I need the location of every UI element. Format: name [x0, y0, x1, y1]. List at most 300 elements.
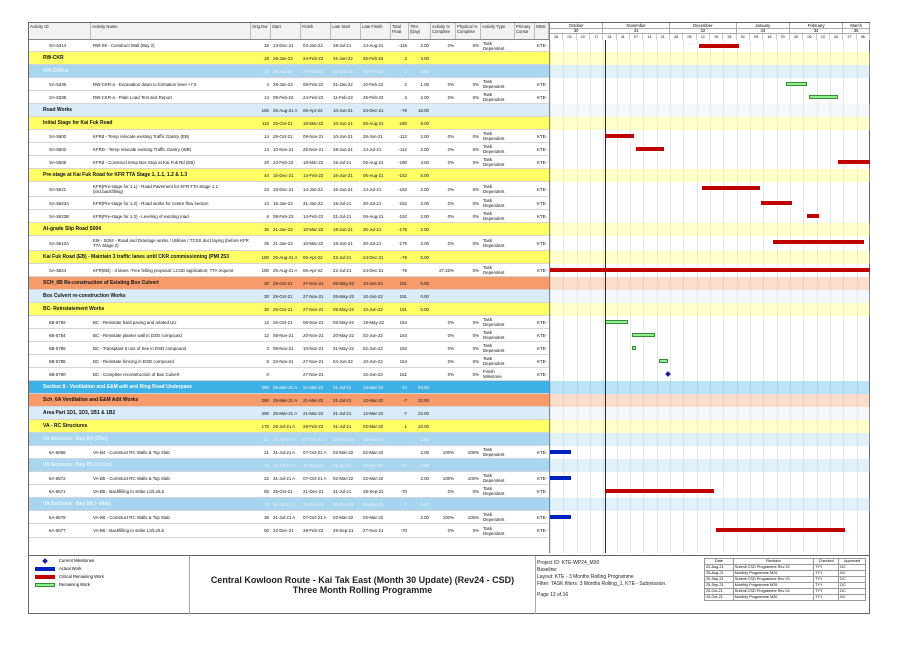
- cell-lf: 02-Mar-22: [363, 423, 384, 429]
- cell-finish: 27-Nov-21: [303, 280, 324, 286]
- cell-ls: 05-May-22: [333, 293, 354, 299]
- cell-pc: 0%: [472, 488, 479, 494]
- cell-lf: 06-Aug-21: [363, 159, 384, 165]
- wbs-band-row[interactable]: [29, 169, 549, 182]
- wbs-band-row[interactable]: [29, 52, 549, 65]
- cell-tf: 2: [404, 94, 407, 100]
- column-header-late-finish[interactable]: Late Finish: [361, 23, 391, 39]
- cell-start: 31-Jul-21 A: [273, 436, 296, 442]
- column-header-activity-complete[interactable]: Activity % Complete: [431, 23, 456, 39]
- cell-start: 08-Feb-22: [273, 213, 294, 219]
- cell-start: 25-Oct-21: [273, 120, 293, 126]
- timeline-day: 03: [563, 34, 576, 40]
- cell-id: SA-5523B: [49, 213, 70, 219]
- wbs-band-row[interactable]: [29, 498, 549, 511]
- cell-dur: 3: [266, 345, 269, 351]
- activity-row[interactable]: [29, 156, 549, 169]
- gantt-band: [550, 251, 870, 264]
- gantt-band: [550, 407, 870, 420]
- cell-ac: 0%: [447, 345, 454, 351]
- cell-type: Task Dependent: [483, 157, 505, 167]
- cell-type: [481, 498, 515, 510]
- cell-tf: 154: [399, 332, 407, 338]
- critical-work-bar[interactable]: [838, 160, 870, 164]
- timeline-month: December: [670, 23, 737, 29]
- cell-wbs: [535, 407, 549, 419]
- cell-wbs: KTE-: [537, 528, 548, 533]
- remaining-work-bar[interactable]: [786, 82, 807, 86]
- gantt-chart: [549, 23, 870, 553]
- cell-finish: 21-Mar-22: [303, 397, 324, 403]
- activity-row[interactable]: [29, 485, 549, 498]
- activity-row[interactable]: [29, 472, 549, 485]
- cell-tf: -78: [400, 254, 407, 260]
- cell-tf: 2: [404, 68, 407, 74]
- cell-type: [481, 251, 515, 263]
- timeline-month: February: [790, 23, 843, 29]
- cell-tf: -179: [398, 240, 407, 246]
- cell-ac: 0%: [447, 159, 454, 165]
- activity-row[interactable]: [29, 446, 549, 459]
- wbs-band-row[interactable]: [29, 394, 549, 407]
- cell-id: 6A-6572: [49, 475, 66, 481]
- critical-work-bar[interactable]: [636, 147, 665, 151]
- wbs-band-row[interactable]: [29, 420, 549, 433]
- cell-start: 28-Jan-22: [273, 55, 293, 61]
- cell-tf: 2: [404, 55, 407, 61]
- cell-finish: 28-Sep-21: [303, 462, 324, 468]
- cell-tra: 2.00: [420, 200, 429, 206]
- cell-wbs: KTE-: [537, 213, 548, 219]
- cell-name: VA-B6 - Construct RC Walls & Top Slab: [93, 514, 170, 520]
- column-header-primary-constr[interactable]: Primary Constr: [515, 23, 535, 39]
- cell-dur: 6: [266, 213, 269, 219]
- critical-work-bar[interactable]: [702, 186, 759, 190]
- activity-row[interactable]: [29, 329, 549, 342]
- critical-work-bar[interactable]: [716, 528, 846, 532]
- cell-pc: 0%: [472, 200, 479, 206]
- cell-ac: 0%: [447, 81, 454, 87]
- cell-ls: 31-Jul-21: [333, 488, 352, 494]
- cell-type: Task Dependent: [483, 447, 505, 457]
- cell-pc: [456, 394, 481, 406]
- cell-wbs: KTE-: [537, 81, 548, 87]
- critical-work-bar[interactable]: [699, 44, 739, 48]
- cell-tra: 22.00: [418, 410, 429, 416]
- cell-pc: [456, 223, 481, 235]
- critical-work-bar[interactable]: [605, 134, 634, 138]
- cell-ac: 0%: [447, 319, 454, 325]
- cell-ls: 02-Mar-22: [333, 475, 354, 481]
- critical-work-bar[interactable]: [761, 201, 791, 205]
- timeline-day: 14: [643, 34, 656, 40]
- timeline-week-number: 33: [737, 28, 790, 34]
- cell-ac: [431, 251, 456, 263]
- cell-start: 31-Jul-21 A: [273, 449, 296, 455]
- cell-dur: 30: [264, 293, 269, 299]
- cell-ls: 28-Jul-21: [333, 43, 352, 48]
- cell-ac: [431, 52, 456, 64]
- cell-wbs: [535, 277, 549, 289]
- cell-ac: [431, 394, 456, 406]
- column-header-total-float[interactable]: Total Float: [391, 23, 409, 39]
- cell-ls: 22-Jul-21: [333, 267, 352, 273]
- cell-ac: 27.22%: [439, 267, 454, 273]
- cell-tf: -179: [398, 226, 407, 232]
- revision-cell: DC: [839, 595, 866, 601]
- timeline-day: 09: [750, 34, 763, 40]
- project-info: [537, 560, 702, 599]
- cell-wbs: [535, 381, 549, 393]
- activity-row[interactable]: [29, 143, 549, 156]
- wbs-band-row[interactable]: [29, 381, 549, 394]
- cell-type: [481, 459, 515, 471]
- cell-name: KFR(Pre-stage for 1.1) - Road Pavement for KFR TTA Stage 1.1 (incl.backfilling): [93, 184, 219, 194]
- wbs-band-row[interactable]: [29, 433, 549, 446]
- cell-type: Task Dependent: [483, 512, 505, 522]
- wbs-band-row[interactable]: [29, 65, 549, 78]
- cell-pc: [456, 433, 481, 445]
- cell-lf: 12-Mar-22: [363, 397, 384, 403]
- cell-tf: [391, 446, 409, 458]
- revision-cell: DC: [839, 577, 866, 583]
- cell-id: 6A-6566: [49, 449, 66, 455]
- cell-type: [481, 381, 515, 393]
- remaining-work-bar[interactable]: [632, 346, 636, 350]
- cell-name: BC - Transplant 5 nos of tree in DSD compound: [93, 345, 186, 351]
- cell-id: 6A-6578: [49, 514, 66, 520]
- cell-wbs: KTE-: [537, 358, 548, 364]
- revision-cell: DC: [839, 565, 866, 571]
- actual-work-bar[interactable]: [550, 450, 571, 454]
- gantt-band: [550, 394, 870, 407]
- revision-cell: DC: [839, 583, 866, 589]
- gantt-band: [550, 303, 870, 316]
- cell-wbs: KTE-: [537, 449, 548, 455]
- column-header-orig-dur[interactable]: Orig Dur: [251, 23, 271, 39]
- cell-dur: 290: [261, 410, 269, 416]
- timeline-day: 05: [683, 34, 696, 40]
- cell-pc: 0%: [472, 319, 479, 325]
- cell-dur: 44: [264, 172, 269, 178]
- column-header-tra-day-[interactable]: TRA (Day): [409, 23, 431, 39]
- cell-wbs: [535, 394, 549, 406]
- cell-start: 28-Jan-22: [273, 68, 293, 74]
- wbs-band-row[interactable]: [29, 223, 549, 236]
- cell-pc: 0%: [472, 159, 479, 165]
- timeline-day: 19: [710, 34, 723, 40]
- filter-text: Filter: TASK filters: 3 Months Rolling_1, KTE - Submission.: [537, 581, 667, 587]
- cell-dur: 14: [264, 146, 269, 152]
- cell-ac: 0%: [447, 371, 454, 377]
- cell-name: Sch_6A Ventilation and E&M Adit Works: [43, 396, 139, 403]
- cell-finish: 28-Feb-22: [303, 501, 324, 507]
- cell-finish: 18-Mar-22: [303, 159, 324, 165]
- cell-ac: 0%: [447, 528, 454, 533]
- column-header-physical-complete[interactable]: Physical % Complete: [456, 23, 481, 39]
- cell-lf: 14-Jul-21: [363, 146, 382, 152]
- cell-id: 6A-6577: [49, 528, 66, 533]
- cell-tf: 1: [404, 501, 407, 507]
- timeline-day: 26: [723, 34, 736, 40]
- revision-header: Date: [705, 559, 734, 565]
- column-header-start[interactable]: Start: [271, 23, 301, 39]
- activity-row[interactable]: [29, 511, 549, 524]
- cell-lf: 26-Jun-21: [363, 133, 383, 139]
- cell-start: 25-Mar-21 A: [273, 397, 298, 403]
- cell-start: 25-Aug-21 A: [273, 267, 298, 273]
- cell-type: Task Dependent: [483, 144, 505, 154]
- cell-start: 25-Mar-21 A: [273, 384, 298, 390]
- cell-name: KFR(EB) - 3 lanes -Tree felling proposal; LCSD application; TTA request: [93, 267, 234, 273]
- revision-cell: Monthly Programme M30: [733, 595, 813, 601]
- cell-finish: 25-Nov-21: [303, 146, 324, 152]
- cell-pc: 0%: [472, 133, 479, 139]
- cell-tf: 1: [404, 423, 407, 429]
- cell-ac: [431, 407, 456, 419]
- cell-wbs: KTE-: [537, 146, 548, 152]
- remaining-work-bar[interactable]: [809, 95, 838, 99]
- activity-row[interactable]: [29, 236, 549, 251]
- cell-name: RW-S9 - Construct Wall (Bay 2): [93, 43, 155, 48]
- critical-work-bar[interactable]: [550, 268, 870, 272]
- cell-pc: 100%: [467, 514, 479, 520]
- cell-type: Task Dependent: [483, 486, 505, 496]
- cell-lf: 24-Dec-21: [363, 267, 384, 273]
- cell-start: 25-Aug-21 A: [273, 254, 298, 260]
- cell-tra: 2.00: [420, 475, 429, 481]
- cell-wbs: [535, 65, 549, 77]
- activity-row[interactable]: [29, 524, 549, 538]
- cell-wbs: KTE-: [537, 159, 548, 165]
- cell-name: VA Sections - Bay B6 (~14m): [43, 500, 111, 507]
- cell-finish: 27-Nov-21: [303, 358, 324, 364]
- cell-finish: 27-Nov-21: [303, 293, 324, 299]
- wbs-band-row[interactable]: [29, 303, 549, 316]
- cell-ac: 100%: [442, 449, 454, 455]
- cell-ac: [431, 290, 456, 302]
- timeline-day: 30: [790, 34, 803, 40]
- wbs-band-row[interactable]: [29, 117, 549, 130]
- remaining-work-bar[interactable]: [632, 333, 655, 337]
- cell-ls: 31-Jan-22: [333, 55, 353, 61]
- remaining-work-bar[interactable]: [605, 320, 628, 324]
- cell-dur: 14: [264, 94, 269, 100]
- cell-tf: -112: [398, 146, 407, 152]
- cell-id: 6B-5786: [49, 345, 66, 351]
- cell-lf: 10-Jun-22: [363, 371, 383, 377]
- revision-cell: TYY: [814, 577, 839, 583]
- activity-row[interactable]: [29, 91, 549, 104]
- cell-ls: 10-Jun-21: [333, 107, 353, 113]
- activity-row[interactable]: [29, 78, 549, 91]
- cell-name: VA-B5 - Construct RC Walls & Top Slab: [93, 475, 170, 481]
- cell-lf: 02-Jun-22: [363, 332, 383, 338]
- cell-type: [481, 420, 515, 432]
- cell-lf: 02-Mar-22: [363, 436, 384, 442]
- cell-dur: 30: [264, 306, 269, 312]
- cell-lf: 06-Aug-21: [363, 213, 384, 219]
- cell-dur: 116: [262, 120, 269, 126]
- cell-dur: 6: [266, 358, 269, 364]
- critical-work-bar[interactable]: [605, 489, 714, 493]
- layout-name: Layout: KTE - 3 Months Rolling Programme: [537, 574, 634, 580]
- gantt-band: [550, 52, 870, 65]
- activity-row[interactable]: [29, 210, 549, 223]
- cell-tf: [391, 433, 409, 445]
- cell-start: 25-Oct-21: [273, 306, 293, 312]
- cell-id: SA-5506: [49, 159, 67, 165]
- cell-pc: 0%: [472, 146, 479, 152]
- cell-dur: 36: [264, 514, 269, 520]
- gantt-band: [550, 65, 870, 78]
- cell-type: [481, 169, 515, 181]
- cell-id: 6B-5782: [49, 319, 66, 325]
- cell-finish: 10-Nov-21: [303, 345, 324, 351]
- cell-wbs: [535, 52, 549, 64]
- cell-id: SA-5500: [49, 133, 67, 139]
- cell-name: BC - Reinstate planter wall in DSD compound: [93, 332, 182, 338]
- cell-pc: [456, 381, 481, 393]
- cell-finish: 14-Feb-22: [303, 213, 324, 219]
- cell-pc: [456, 303, 481, 315]
- cell-start: 08-Nov-21: [273, 345, 294, 351]
- cell-type: Task Dependent: [483, 198, 505, 208]
- cell-ac: [431, 433, 456, 445]
- column-header-activity-type[interactable]: Activity Type: [481, 23, 515, 39]
- cell-ac: [431, 117, 456, 129]
- cell-start: 21-Jan-22: [273, 240, 293, 246]
- cell-wbs: [535, 459, 549, 471]
- activity-row[interactable]: [29, 264, 549, 277]
- cell-ls: 18-Jun-21: [333, 240, 353, 246]
- cell-name: VA-B5 - Backfilling to strike L3/L4/L5: [93, 488, 164, 494]
- cell-tf: -70: [400, 488, 407, 494]
- wbs-band-row[interactable]: [29, 277, 549, 290]
- cell-pc: 0%: [472, 213, 479, 219]
- cell-tra: [409, 264, 431, 276]
- activity-row[interactable]: [29, 368, 549, 381]
- activity-row[interactable]: [29, 355, 549, 368]
- cell-dur: 180: [261, 267, 269, 273]
- cell-pc: [456, 52, 481, 64]
- revision-cell: 25-Aug-21: [705, 571, 734, 577]
- revision-cell: DC: [839, 589, 866, 595]
- wbs-band-row[interactable]: [29, 459, 549, 472]
- cell-dur: 16: [264, 43, 269, 48]
- column-header-late-start[interactable]: Late Start: [331, 23, 361, 39]
- cell-start: 15-Dec-21: [273, 172, 294, 178]
- cell-id: SA-5314: [49, 43, 67, 48]
- activity-row[interactable]: [29, 182, 549, 197]
- critical-work-bar[interactable]: [807, 214, 818, 218]
- wbs-band-row[interactable]: [29, 104, 549, 117]
- cell-type: [481, 223, 515, 235]
- cell-wbs: [535, 420, 549, 432]
- column-header-activity-name[interactable]: Activity Name: [91, 23, 251, 39]
- cell-tf: -7: [403, 397, 407, 403]
- actual-work-bar[interactable]: [550, 476, 571, 480]
- cell-wbs: [535, 433, 549, 445]
- activity-row[interactable]: [29, 316, 549, 329]
- cell-tra: 22.00: [418, 397, 429, 403]
- cell-lf: 02-Jun-22: [363, 345, 383, 351]
- activity-row[interactable]: [29, 197, 549, 210]
- cell-start: 15-Dec-21: [273, 186, 294, 192]
- cell-dur: 22: [264, 475, 269, 481]
- cell-pc: 100%: [467, 449, 479, 455]
- critical-work-bar[interactable]: [773, 240, 864, 244]
- cell-tf: 154: [399, 319, 407, 325]
- remaining-work-bar[interactable]: [659, 359, 669, 363]
- cell-start: 28-Jan-22: [273, 81, 293, 87]
- revision-cell: Submit CSD Programme Rev 23: [733, 577, 813, 583]
- cell-lf: 30-Jul-21: [363, 226, 382, 232]
- revision-cell: 20-Oct-21: [705, 589, 734, 595]
- cell-dur: 175: [261, 423, 269, 429]
- wbs-band-row[interactable]: [29, 407, 549, 420]
- cell-dur: 290: [261, 397, 269, 403]
- wbs-band-row[interactable]: [29, 251, 549, 264]
- column-header-finish[interactable]: Finish: [301, 23, 331, 39]
- cell-ac: [431, 169, 456, 181]
- activity-row[interactable]: [29, 342, 549, 355]
- activity-row[interactable]: [29, 130, 549, 143]
- activity-row[interactable]: [29, 40, 549, 52]
- cell-name: Kai Fuk Road (EB) - Maintain 3 traffic lanes until CKR commissioning (PMI 253: [43, 253, 229, 260]
- cell-name: BC - Complete reconstruction of Box Culvert: [93, 371, 180, 377]
- cell-tf: -180: [398, 159, 407, 165]
- cell-start: 25-Mar-21 A: [273, 410, 298, 416]
- column-header-activity-id[interactable]: Activity ID: [29, 23, 91, 39]
- timeline-day: 06: [803, 34, 816, 40]
- cell-dur: 50: [264, 488, 269, 494]
- cell-type: [481, 407, 515, 419]
- cell-tf: 154: [399, 358, 407, 364]
- timeline-day: 28: [670, 34, 683, 40]
- legend-label: Critical Remaining Work: [59, 574, 104, 579]
- column-header-wbs[interactable]: WBS: [535, 23, 549, 39]
- cell-ls: 22-Jul-21: [333, 254, 352, 260]
- timeline-day: 17: [590, 34, 603, 40]
- column-header: [29, 23, 549, 40]
- cell-lf: 26-Feb-22: [363, 55, 384, 61]
- cell-name: Area Part 1D1, 1D3, 1B1 & 1B2: [43, 409, 116, 416]
- gantt-band: [550, 498, 870, 511]
- legend-milestone: [35, 558, 94, 563]
- cell-pc: 0%: [472, 81, 479, 87]
- revision-table: [704, 558, 866, 601]
- cell-tf: -180: [398, 120, 407, 126]
- cell-lf: 28-Sep-21: [363, 488, 384, 494]
- wbs-band-row[interactable]: [29, 290, 549, 303]
- critical-work-swatch: [35, 575, 55, 579]
- cell-start: 31-Jul-21 A: [273, 514, 296, 520]
- cell-ls: 31-Jul-21: [333, 213, 352, 219]
- cell-tra: 2.00: [420, 146, 429, 152]
- cell-ls: 29-Sep-21: [333, 501, 354, 507]
- cell-type: Task Dependent: [483, 92, 505, 102]
- cell-finish: 03-Jan-22: [303, 43, 323, 48]
- cell-finish: 24-Feb-22: [303, 68, 324, 74]
- cell-wbs: KTE-: [537, 200, 548, 206]
- actual-work-bar[interactable]: [550, 515, 571, 519]
- cell-pc: [456, 169, 481, 181]
- cell-wbs: [535, 223, 549, 235]
- cell-id: 6A-6571: [49, 488, 66, 494]
- cell-tra: 2.00: [420, 514, 429, 520]
- cell-pc: 0%: [472, 240, 479, 246]
